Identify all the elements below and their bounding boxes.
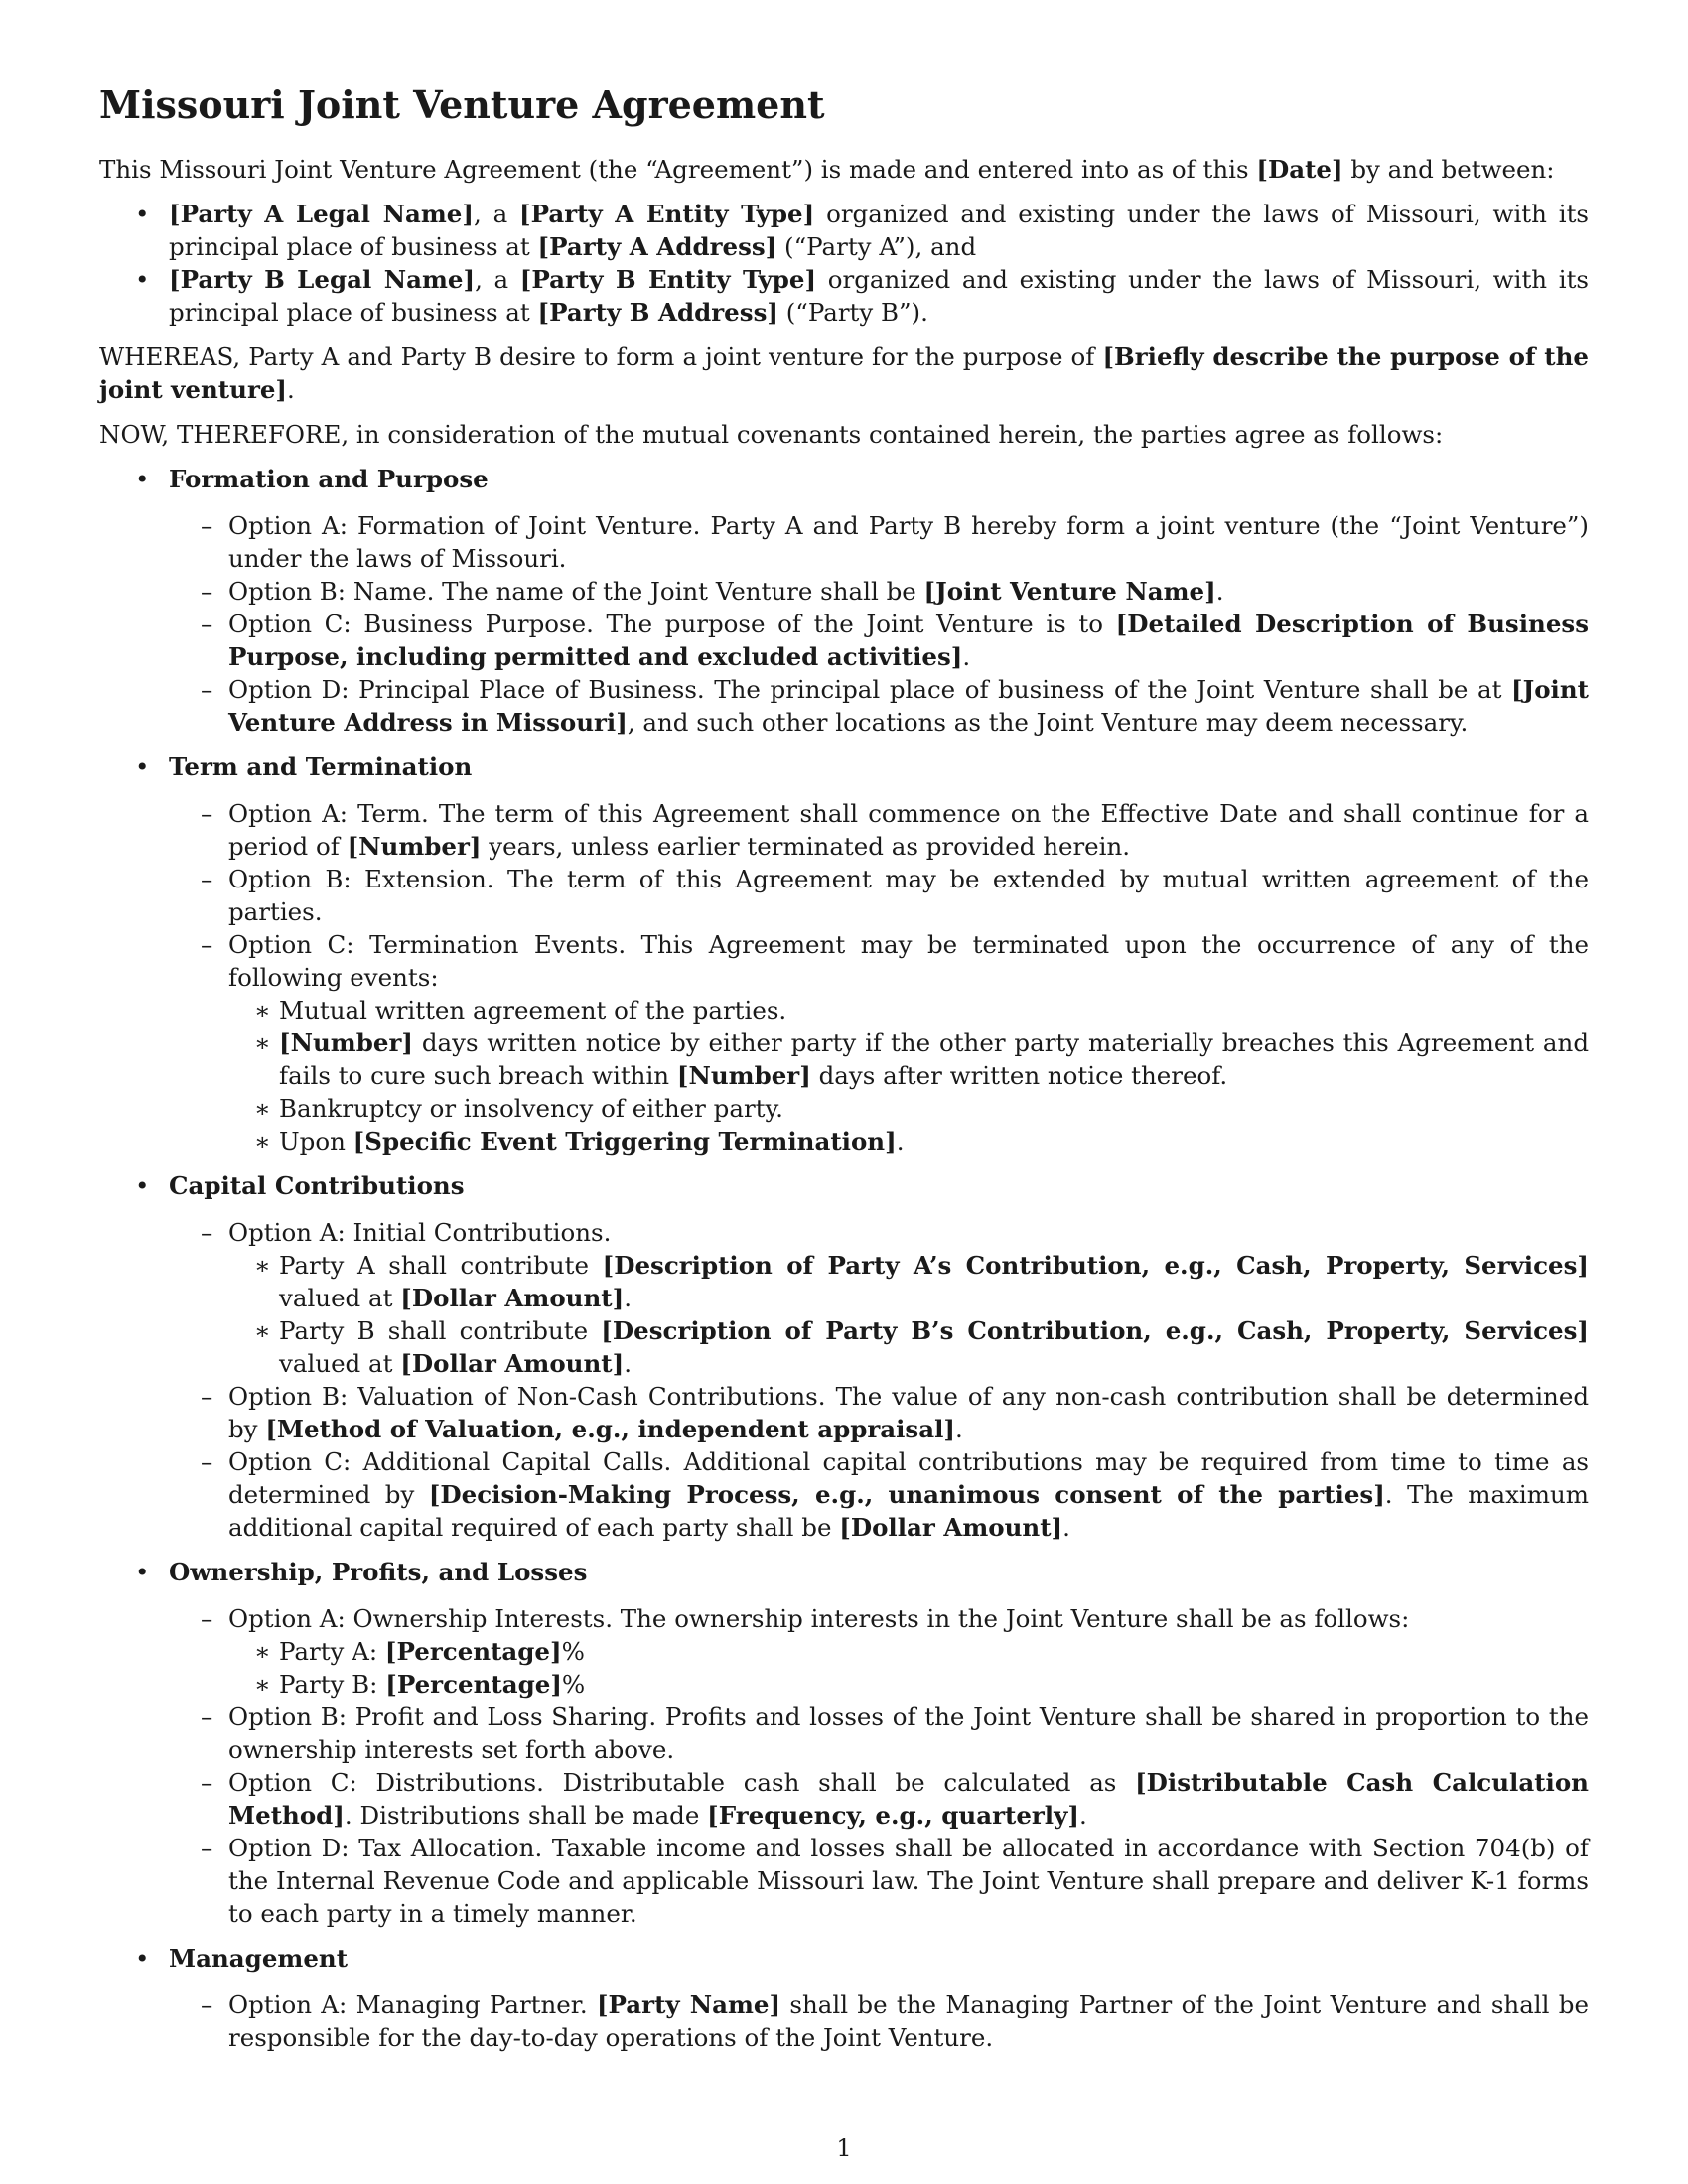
option-item (169, 797, 1589, 863)
sub-option-item (228, 1249, 1589, 1314)
page-number: 1 (836, 2134, 852, 2162)
text: days after written notice thereof. (810, 1061, 1228, 1090)
section-ownership (99, 1556, 1589, 1930)
placeholder: [Description of Party A’s Contribution, e.g., Cash, Property, Services] (602, 1251, 1589, 1280)
placeholder: [Party A Legal Name] (169, 200, 474, 228)
options-list (169, 1216, 1589, 1544)
text: Party B: (279, 1670, 386, 1699)
placeholder: [Briefly describe the purpose of the joint venture] (99, 342, 1590, 404)
sub-option-item: ∗ Bankruptcy or insolvency of either party. (228, 1092, 1589, 1125)
option-item: – Option D: Tax Allocation. Taxable income and losses shall be allocated in accordance with Section 704(b) of the Internal Revenue Code and applicable Missouri law. The Joint Venture shall prepare and deliver K-1 forms to each party in a timely manner. (169, 1832, 1589, 1930)
party-a-item (99, 198, 1589, 263)
text: Option B: Name. The name of the Joint Venture shall be (228, 577, 924, 606)
option-item (169, 928, 1589, 1158)
placeholder: [Method of Valuation, e.g., independent appraisal] (265, 1415, 955, 1443)
text: Party A: (279, 1637, 385, 1666)
text: years, unless earlier terminated as provided herein. (481, 832, 1131, 861)
text: , a (473, 200, 520, 228)
placeholder: [Party A Entity Type] (519, 200, 815, 228)
section-heading: • Management (169, 1944, 349, 1973)
options-list (169, 1602, 1589, 1930)
placeholder: [Party B Address] (537, 298, 778, 327)
text: Option A: Ownership Interests. The ownership interests in the Joint Venture shall be as follows: (228, 1604, 1410, 1633)
placeholder: [Dollar Amount] (839, 1513, 1063, 1542)
placeholder: [Party B Entity Type] (519, 265, 817, 294)
intro-paragraph (99, 153, 1589, 186)
text: Upon (279, 1127, 353, 1156)
text: Option A: Managing Partner. (228, 1990, 597, 2019)
text: Option D: Principal Place of Business. The principal place of business of the Joint Venture shall be at (228, 675, 1512, 704)
placeholder: [Decision-Making Process, e.g., unanimous consent of the parties] (428, 1480, 1385, 1509)
intro-text: This Missouri Joint Venture Agreement (the “Agreement”) is made and entered into as of this (99, 155, 1257, 184)
document-page (99, 83, 1589, 2054)
section-heading: • Formation and Purpose (169, 465, 489, 493)
text: . (955, 1415, 963, 1443)
sub-options-list (169, 1249, 1589, 1380)
placeholder: [Dollar Amount] (400, 1284, 625, 1312)
sub-options-list (169, 994, 1589, 1158)
section-capital (99, 1169, 1589, 1544)
option-item (169, 1445, 1589, 1544)
option-item (169, 575, 1589, 608)
sub-options-list (169, 1635, 1589, 1701)
section-term (99, 751, 1589, 1158)
placeholder: [Number] (676, 1061, 811, 1090)
text: % (561, 1670, 586, 1699)
text: . (624, 1349, 632, 1378)
options-list (169, 797, 1589, 1158)
sub-option-item (228, 1314, 1589, 1380)
text: shall be the Managing Partner of the Joint Venture and shall be responsible for the day-to-day operations of the Joint Venture. (228, 1990, 1589, 2052)
placeholder: [Description of Party B’s Contribution, e.g., Cash, Property, Services] (601, 1316, 1589, 1345)
date-placeholder: [Date] (1256, 155, 1343, 184)
option-item (169, 1216, 1589, 1380)
option-item (169, 608, 1589, 673)
sub-option-item (228, 1668, 1589, 1701)
option-item (169, 1766, 1589, 1832)
sub-option-item (228, 1125, 1589, 1158)
option-item (169, 1380, 1589, 1445)
option-item: – Option A: Formation of Joint Venture. Party A and Party B hereby form a joint venture (the “Joint Venture”) under the laws of Missouri. (169, 509, 1589, 575)
placeholder: [Percentage] (385, 1670, 562, 1699)
placeholder: [Number] (279, 1028, 413, 1057)
placeholder: [Frequency, e.g., quarterly] (707, 1801, 1079, 1830)
options-list (169, 509, 1589, 739)
text: , a (475, 265, 520, 294)
placeholder: [Party Name] (596, 1990, 781, 2019)
text: Option C: Distributions. Distributable cash shall be calculated as (228, 1768, 1136, 1797)
sub-option-item (228, 1026, 1589, 1092)
text: Option C: Business Purpose. The purpose of the Joint Venture is to (228, 610, 1116, 638)
text: Option A: Initial Contributions. (228, 1218, 612, 1247)
text: organized and existing under the laws of Missouri, with its principal place of business at (169, 265, 1589, 327)
option-item (169, 1988, 1589, 2054)
placeholder: [Party B Legal Name] (169, 265, 476, 294)
text: days written notice by either party if the other party materially breaches this Agreement and fails to cure such breach within (279, 1028, 1589, 1090)
text: Option A: Term. The term of this Agreement shall commence on the Effective Date and shall continue for a period of (228, 799, 1589, 861)
whereas-paragraph (99, 341, 1589, 406)
text: (“Party A”), and (776, 232, 977, 261)
option-item: – Option B: Profit and Loss Sharing. Profits and losses of the Joint Venture shall be shared in proportion to the ownership interests set forth above. (169, 1701, 1589, 1766)
placeholder: [Specific Event Triggering Termination] (352, 1127, 897, 1156)
placeholder: [Distributable Cash Calculation Method] (228, 1768, 1589, 1830)
text: % (561, 1637, 585, 1666)
text: . Distributions shall be made (344, 1801, 708, 1830)
option-item (169, 1602, 1589, 1701)
text: . (1078, 1801, 1087, 1830)
section-formation (99, 463, 1589, 739)
section-heading: • Capital Contributions (169, 1171, 465, 1200)
sections-list (99, 463, 1589, 2054)
text: . (896, 1127, 905, 1156)
text: Option C: Termination Events. This Agreement may be terminated upon the occurrence of any of the following events: (228, 930, 1589, 992)
text: Party B shall contribute (279, 1316, 602, 1345)
section-heading: • Term and Termination (169, 752, 473, 781)
intro-text: by and between: (1342, 155, 1555, 184)
now-therefore-paragraph: NOW, THEREFORE, in consideration of the mutual covenants contained herein, the parties agree as follows: (99, 420, 1444, 449)
text: . (962, 642, 971, 671)
section-management (99, 1942, 1589, 2054)
party-b-item (99, 263, 1589, 329)
text: . (1215, 577, 1224, 606)
text: WHEREAS, Party A and Party B desire to form a joint venture for the purpose of (99, 342, 1103, 371)
placeholder: [Dollar Amount] (400, 1349, 625, 1378)
text: (“Party B”). (777, 298, 928, 327)
text: valued at (279, 1349, 401, 1378)
placeholder: [Joint Venture Address in Missouri] (228, 675, 1589, 737)
text: organized and existing under the laws of Missouri, with its principal place of business at (169, 200, 1589, 261)
text: Party A shall contribute (279, 1251, 603, 1280)
sub-option-item: ∗ Mutual written agreement of the parties. (228, 994, 1589, 1026)
placeholder: [Number] (347, 832, 482, 861)
text: . (1062, 1513, 1070, 1542)
document-title: Missouri Joint Venture Agreement (99, 82, 825, 127)
text: . (287, 375, 295, 404)
text: . (624, 1284, 632, 1312)
text: Option B: Valuation of Non-Cash Contributions. The value of any non-cash contribution shall be determined by (228, 1382, 1589, 1443)
placeholder: [Party A Address] (537, 232, 777, 261)
text: valued at (279, 1284, 401, 1312)
text: . The maximum additional capital required of each party shall be (228, 1480, 1589, 1542)
sub-option-item (228, 1635, 1589, 1668)
placeholder: [Percentage] (384, 1637, 562, 1666)
text: Option C: Additional Capital Calls. Additional capital contributions may be required from time to time as determined by (228, 1447, 1589, 1509)
option-item: – Option B: Extension. The term of this Agreement may be extended by mutual written agreement of the parties. (169, 863, 1589, 928)
section-heading: • Ownership, Profits, and Losses (169, 1558, 588, 1586)
option-item (169, 673, 1589, 739)
placeholder: [Joint Venture Name] (923, 577, 1216, 606)
options-list (169, 1988, 1589, 2054)
parties-list (99, 198, 1589, 329)
placeholder: [Detailed Description of Business Purpose, including permitted and excluded activities] (228, 610, 1589, 671)
text: , and such other locations as the Joint Venture may deem necessary. (627, 708, 1469, 737)
